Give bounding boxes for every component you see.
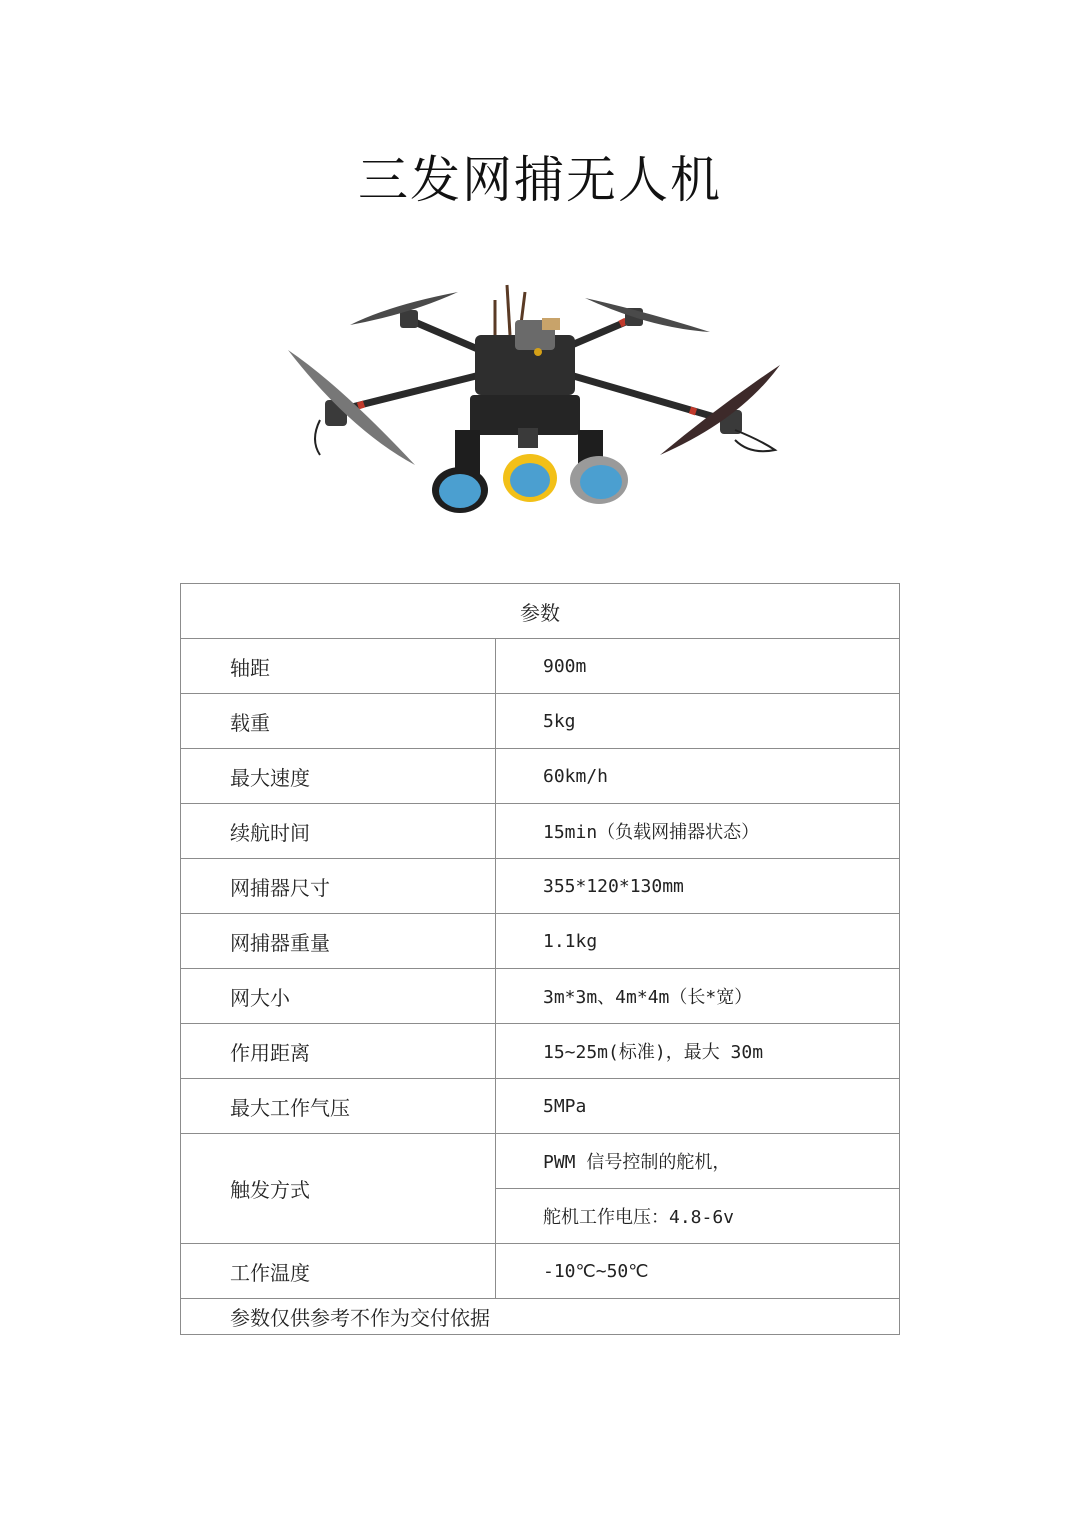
row-label: 最大工作气压 xyxy=(181,1079,496,1134)
table-header: 参数 xyxy=(181,584,900,639)
row-value: 900m xyxy=(496,639,900,694)
table-row xyxy=(181,694,900,749)
canister-left-lens xyxy=(439,474,481,508)
row-value: 15min（负载网捕器状态） xyxy=(496,804,900,859)
table-row-trigger xyxy=(181,1134,900,1189)
table-row xyxy=(181,1079,900,1134)
row-value: 5MPa xyxy=(496,1079,900,1134)
drone-illustration xyxy=(280,280,800,530)
canister-center-lens xyxy=(510,463,550,497)
temperature-label: 工作温度 xyxy=(181,1244,496,1299)
table-row xyxy=(181,639,900,694)
row-label: 轴距 xyxy=(181,639,496,694)
row-label: 网大小 xyxy=(181,969,496,1024)
page-title: 三发网捕无人机 xyxy=(358,151,722,209)
trigger-value: 舵机工作电压：4.8-6v xyxy=(496,1189,900,1244)
row-value: 5kg xyxy=(496,694,900,749)
canister-right-lens xyxy=(580,465,622,499)
trigger-label: 触发方式 xyxy=(181,1134,496,1244)
motor-front-left xyxy=(400,310,418,328)
propeller-front-right xyxy=(585,298,710,332)
table-note: 参数仅供参考不作为交付依据 xyxy=(181,1299,900,1335)
row-label: 网捕器重量 xyxy=(181,914,496,969)
table-row xyxy=(181,804,900,859)
table-note-row xyxy=(181,1299,900,1335)
arm-front-left xyxy=(410,320,480,350)
table-row xyxy=(181,1024,900,1079)
arm-rear-right xyxy=(570,375,725,420)
row-value: 355*120*130mm xyxy=(496,859,900,914)
row-value: 1.1kg xyxy=(496,914,900,969)
spec-table xyxy=(180,583,900,1335)
row-label: 最大速度 xyxy=(181,749,496,804)
table-row xyxy=(181,914,900,969)
propeller-rear-left xyxy=(288,350,415,465)
table-row-temperature xyxy=(181,1244,900,1299)
row-value: 3m*3m、4m*4m（长*宽） xyxy=(496,969,900,1024)
row-label: 作用距离 xyxy=(181,1024,496,1079)
table-row xyxy=(181,749,900,804)
row-label: 载重 xyxy=(181,694,496,749)
row-value: 15~25m(标准)，最大 30m xyxy=(496,1024,900,1079)
row-value: 60km/h xyxy=(496,749,900,804)
table-row xyxy=(181,969,900,1024)
table-header-row xyxy=(181,584,900,639)
trigger-value: PWM 信号控制的舵机， xyxy=(496,1134,900,1189)
row-label: 续航时间 xyxy=(181,804,496,859)
table-row xyxy=(181,859,900,914)
temperature-value: -10℃~50℃ xyxy=(496,1244,900,1299)
row-label: 网捕器尺寸 xyxy=(181,859,496,914)
